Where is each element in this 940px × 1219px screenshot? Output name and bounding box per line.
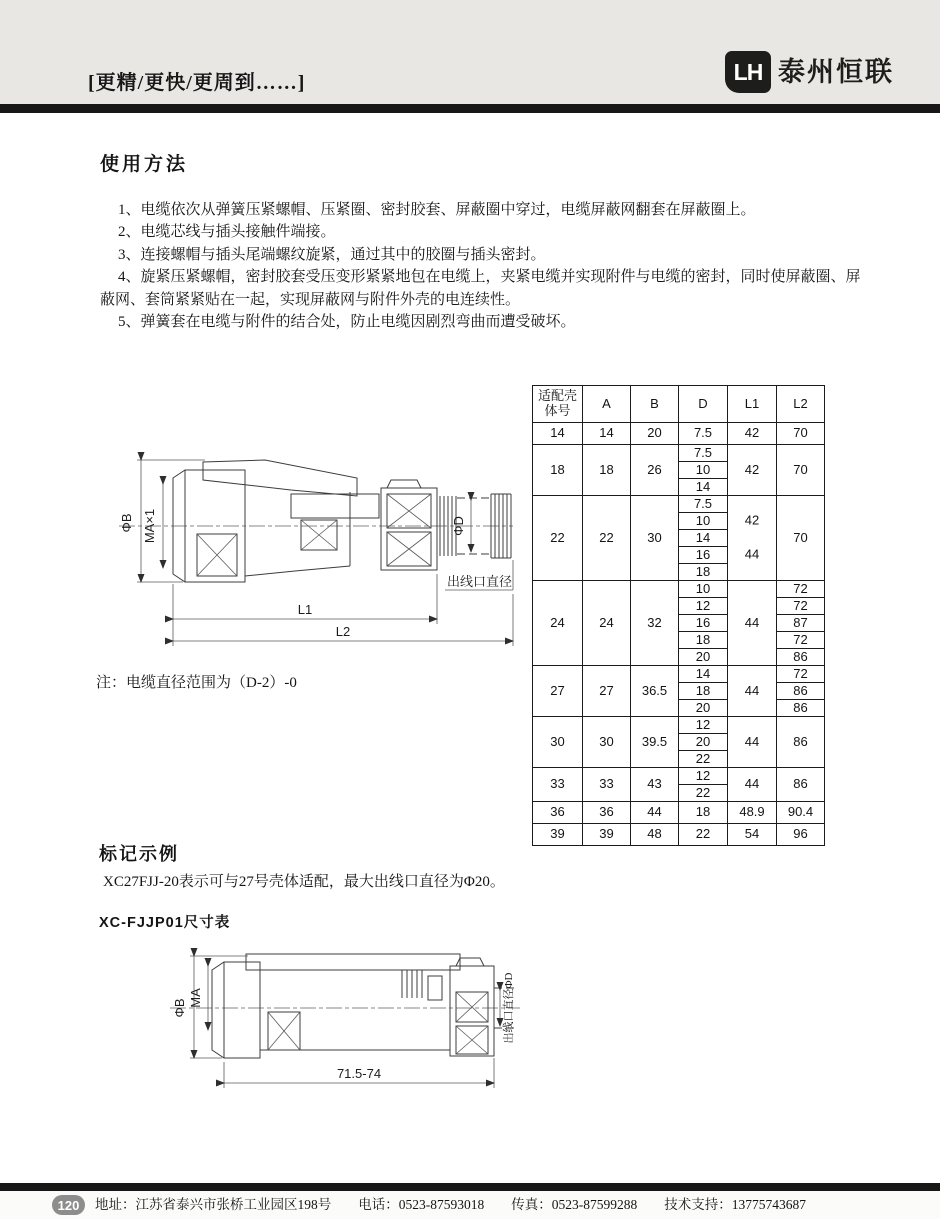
d-dim-cell: 7.5 xyxy=(679,496,728,513)
page-header xyxy=(0,0,940,104)
d-dim-cell: 12 xyxy=(679,598,728,615)
l2-dim-cell: 70 xyxy=(777,423,825,445)
column-header: 适配壳体号 xyxy=(533,386,583,423)
footer-contact-label: 地址： xyxy=(95,1197,136,1213)
d-dim-cell: 20 xyxy=(679,649,728,666)
dimension-table-title: XC-FJJP01尺寸表 xyxy=(99,915,231,931)
d-dim-cell: 14 xyxy=(679,530,728,547)
d-dim-cell: 18 xyxy=(679,802,728,824)
l2-dim-cell: 90.4 xyxy=(777,802,825,824)
b-dim-cell: 44 xyxy=(631,802,679,824)
company-logo xyxy=(725,51,894,93)
column-header: L2 xyxy=(777,386,825,423)
footer-contact-label: 传真： xyxy=(511,1197,552,1213)
column-header: D xyxy=(679,386,728,423)
connector-section-diagram xyxy=(95,438,515,656)
d-dim-cell: 16 xyxy=(679,547,728,564)
shell-size-cell: 33 xyxy=(533,768,583,802)
marking-section-title: 标记示例 xyxy=(99,844,179,864)
footer-contact-value: 0523-87593018 xyxy=(398,1197,485,1213)
footer-contact-item xyxy=(358,1198,484,1212)
b-dim-cell: 30 xyxy=(631,496,679,581)
d-dim-cell: 16 xyxy=(679,615,728,632)
column-header: L1 xyxy=(728,386,777,423)
l2-dim-cell: 72 xyxy=(777,598,825,615)
footer-contact-value: 0523-87599288 xyxy=(551,1197,638,1213)
footer-contact-item xyxy=(511,1198,637,1212)
l2-dim-cell: 87 xyxy=(777,615,825,632)
a-dim-cell: 39 xyxy=(583,824,631,846)
l2-dim-cell: 70 xyxy=(777,496,825,581)
l2-dim-cell: 72 xyxy=(777,666,825,683)
l1-dim-cell: 48.9 xyxy=(728,802,777,824)
d-dim-cell: 14 xyxy=(679,479,728,496)
l1-dim-cell: 42 xyxy=(728,423,777,445)
l2-dim-cell: 86 xyxy=(777,700,825,717)
d-dim-cell: 10 xyxy=(679,462,728,479)
cable-diameter-note: 注：电缆直径范围为（D-2）-0 xyxy=(96,675,297,691)
thread-spec-label: MA×1 xyxy=(142,508,157,544)
l1-dim-cell: 44 xyxy=(728,717,777,768)
l2-dim-cell: 70 xyxy=(777,445,825,496)
d-dim-cell: 12 xyxy=(679,768,728,785)
a-dim-cell: 30 xyxy=(583,717,631,768)
table-row xyxy=(533,496,825,513)
a-dim-cell: 33 xyxy=(583,768,631,802)
l2-dim-label: L2 xyxy=(335,624,351,639)
l1-dim-cell: 44 xyxy=(728,768,777,802)
l1-dim-cell: 42 xyxy=(728,445,777,496)
header-rule-bar xyxy=(0,104,940,113)
overall-length-label: 71.5-74 xyxy=(336,1066,382,1081)
footer-rule-bar xyxy=(0,1183,940,1191)
column-header: B xyxy=(631,386,679,423)
a-dim-cell: 27 xyxy=(583,666,631,717)
page-footer xyxy=(0,1191,940,1219)
d-dim-cell: 22 xyxy=(679,785,728,802)
l2-dim-cell: 86 xyxy=(777,649,825,666)
d-dim-cell: 7.5 xyxy=(679,423,728,445)
b-dim-cell: 20 xyxy=(631,423,679,445)
l2-dim-cell: 96 xyxy=(777,824,825,846)
footer-contact-label: 技术支持： xyxy=(664,1197,732,1213)
lh-logo-icon: LH xyxy=(725,51,771,93)
d-dim-cell: 22 xyxy=(679,824,728,846)
shell-size-cell: 24 xyxy=(533,581,583,666)
usage-item: 4、旋紧压紧螺帽，密封胶套受压变形紧紧地包在电缆上，夹紧电缆并实现附件与电缆的密封，同时使屏蔽圈、屏蔽网、套筒紧紧贴在一起，实现屏蔽网与附件外壳的电连续性。 xyxy=(100,269,861,308)
l1-dim-cell: 44 xyxy=(728,581,777,666)
outlet-diameter-label: 出线口直径ΦD xyxy=(503,972,515,1044)
a-dim-cell: 18 xyxy=(583,445,631,496)
a-dim-cell: 22 xyxy=(583,496,631,581)
footer-contact-item xyxy=(664,1198,806,1212)
l2-dim-cell: 72 xyxy=(777,632,825,649)
shell-size-cell: 14 xyxy=(533,423,583,445)
b-dim-cell: 36.5 xyxy=(631,666,679,717)
outlet-diameter-label: 出线口直径 xyxy=(447,574,513,589)
b-dim-cell: 48 xyxy=(631,824,679,846)
spec-table xyxy=(532,385,825,846)
usage-item: 1、电缆依次从弹簧压紧螺帽、压紧圈、密封胶套、屏蔽圈中穿过，电缆屏蔽网翻套在屏蔽圈上。 xyxy=(118,202,756,218)
footer-contact-item xyxy=(95,1198,331,1212)
table-header-row xyxy=(533,386,825,423)
d-dim-cell: 22 xyxy=(679,751,728,768)
xc-fjjp01-dimension-diagram xyxy=(150,936,525,1101)
thread-spec-label: MA xyxy=(188,988,203,1008)
table-row xyxy=(533,768,825,785)
table-row xyxy=(533,824,825,846)
shell-size-cell: 22 xyxy=(533,496,583,581)
a-dim-cell: 14 xyxy=(583,423,631,445)
b-dim-cell: 39.5 xyxy=(631,717,679,768)
d-dim-cell: 18 xyxy=(679,564,728,581)
table-row xyxy=(533,445,825,462)
usage-item: 3、连接螺帽与插头尾端螺纹旋紧，通过其中的胶圈与插头密封。 xyxy=(118,246,546,263)
column-header: A xyxy=(583,386,631,423)
d-dim-cell: 10 xyxy=(679,513,728,530)
l2-dim-cell: 86 xyxy=(777,717,825,768)
page-number-badge: 120 xyxy=(52,1195,85,1215)
d-dim-cell: 14 xyxy=(679,666,728,683)
table-row xyxy=(533,581,825,598)
l1-dim-cell: 42 44 xyxy=(728,496,777,581)
table-row xyxy=(533,666,825,683)
footer-contact-label: 电话： xyxy=(358,1197,399,1213)
d-dim-cell: 20 xyxy=(679,734,728,751)
phi-b-label: ΦB xyxy=(172,998,187,1018)
footer-contact-value: 13775743687 xyxy=(731,1197,806,1213)
marking-example-text: XC27FJJ-20表示可与27号壳体适配，最大出线口直径为Φ20。 xyxy=(103,874,505,890)
l1-dim-cell: 54 xyxy=(728,824,777,846)
a-dim-cell: 24 xyxy=(583,581,631,666)
b-dim-cell: 43 xyxy=(631,768,679,802)
usage-instruction-list xyxy=(100,199,870,333)
d-dim-cell: 10 xyxy=(679,581,728,598)
shell-size-cell: 30 xyxy=(533,717,583,768)
shell-size-cell: 27 xyxy=(533,666,583,717)
l2-dim-cell: 86 xyxy=(777,683,825,700)
d-dim-cell: 20 xyxy=(679,700,728,717)
usage-item: 2、电缆芯线与插头接触件端接。 xyxy=(118,224,336,241)
l1-dim-cell: 44 xyxy=(728,666,777,717)
l2-dim-cell: 86 xyxy=(777,768,825,802)
l2-dim-cell: 72 xyxy=(777,581,825,598)
d-dim-cell: 12 xyxy=(679,717,728,734)
phi-d-label: ΦD xyxy=(451,516,466,536)
d-dim-cell: 7.5 xyxy=(679,445,728,462)
d-dim-cell: 18 xyxy=(679,683,728,700)
footer-contact-value: 江苏省泰兴市张桥工业园区198号 xyxy=(135,1197,332,1213)
usage-item: 5、弹簧套在电缆与附件的结合处，防止电缆因剧烈弯曲而遭受破坏。 xyxy=(118,314,576,331)
b-dim-cell: 32 xyxy=(631,581,679,666)
table-row xyxy=(533,717,825,734)
shell-size-cell: 39 xyxy=(533,824,583,846)
l1-dim-label: L1 xyxy=(297,602,313,617)
d-dim-cell: 18 xyxy=(679,632,728,649)
shell-size-cell: 36 xyxy=(533,802,583,824)
table-row xyxy=(533,802,825,824)
shell-size-cell: 18 xyxy=(533,445,583,496)
a-dim-cell: 36 xyxy=(583,802,631,824)
phi-b-label: ΦB xyxy=(119,513,134,533)
header-slogan: [更精/更快/更周到……] xyxy=(88,72,306,94)
table-row xyxy=(533,423,825,445)
brand-name: 泰州恒联 xyxy=(778,56,894,87)
usage-section-title: 使用方法 xyxy=(100,154,189,175)
b-dim-cell: 26 xyxy=(631,445,679,496)
